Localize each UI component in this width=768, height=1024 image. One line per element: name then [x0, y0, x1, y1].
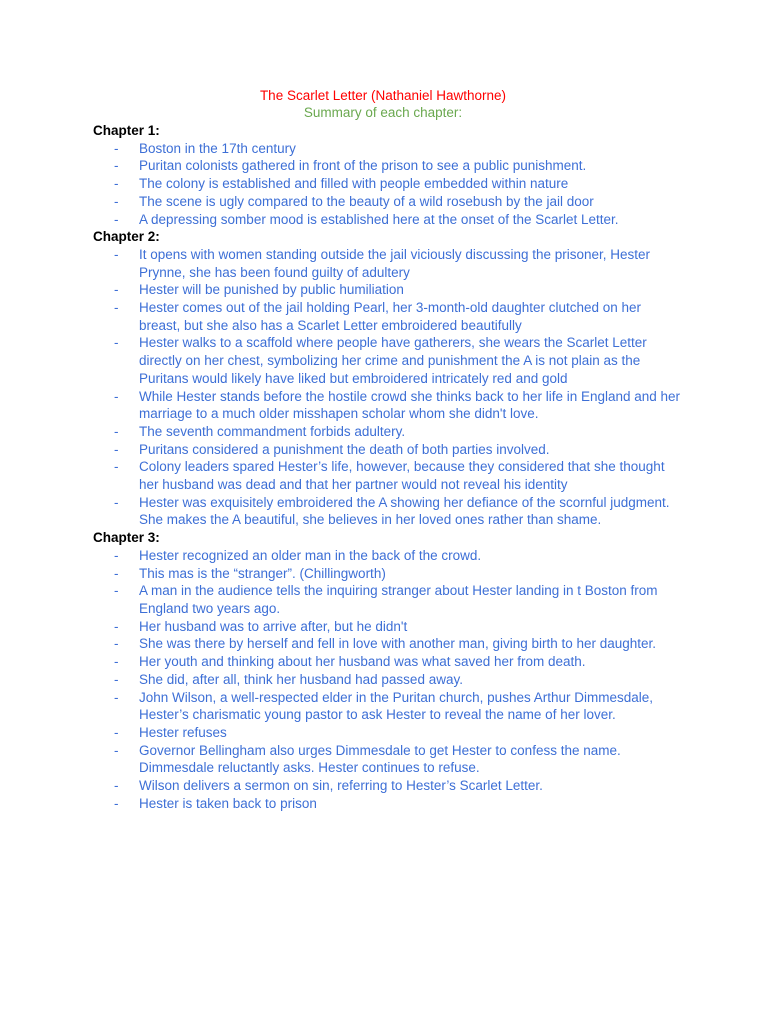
list-item-text: Hester was exquisitely embroidered the A showing her defiance of the scornful judgment. She makes the A beautiful, she believes in her loved ones rather than shame.: [139, 494, 670, 528]
list-item: [93, 388, 683, 423]
list-item-text: Puritans considered a punishment the death of both parties involved.: [139, 441, 550, 457]
list-item-text: The colony is established and filled with people embedded within nature: [139, 176, 569, 192]
bullet-marker: -: [114, 547, 119, 563]
chapter-heading: Chapter 3:: [93, 530, 160, 546]
chapter-section: [93, 529, 683, 812]
bullet-marker: -: [114, 300, 119, 316]
list-item: [93, 157, 683, 175]
bullet-marker: -: [114, 494, 119, 510]
bullet-marker: -: [114, 158, 119, 174]
list-item-text: The scene is ugly compared to the beauty of a wild rosebush by the jail door: [139, 193, 594, 209]
bullet-marker: -: [114, 742, 119, 758]
bullet-marker: -: [114, 565, 119, 581]
bullet-marker: -: [114, 618, 119, 634]
bullet-list: [93, 246, 683, 529]
bullet-marker: -: [114, 176, 119, 192]
list-item: [93, 689, 683, 724]
list-item-text: Boston in the 17th century: [139, 140, 296, 156]
list-item-text: A depressing somber mood is established here at the onset of the Scarlet Letter.: [139, 211, 619, 227]
chapter-summaries: [93, 122, 683, 812]
list-item: [93, 547, 683, 565]
chapter-heading: Chapter 1:: [93, 123, 160, 138]
list-item: [93, 777, 683, 795]
bullet-marker: -: [114, 778, 119, 794]
list-item-text: Governor Bellingham also urges Dimmesdale to get Hester to confess the name. Dimmesdale reluctantly asks. Hester continues to refuse.: [139, 742, 621, 776]
list-item: [93, 246, 683, 281]
list-item-text: Hester is taken back to prison: [139, 795, 317, 811]
bullet-marker: -: [114, 441, 119, 457]
bullet-marker: -: [114, 459, 119, 475]
bullet-list: [93, 140, 683, 229]
list-item: [93, 458, 683, 493]
list-item-text: John Wilson, a well-respected elder in the Puritan church, pushes Arthur Dimmesdale, Hester’s charismatic young pastor to ask Hester to reveal the name of her lover.: [139, 689, 653, 723]
chapter-section: [93, 228, 683, 529]
list-item: [93, 635, 683, 653]
chapter-heading: Chapter 2:: [93, 229, 160, 245]
bullet-marker: -: [114, 246, 119, 262]
list-item: [93, 334, 683, 387]
list-item-text: This mas is the “stranger”. (Chillingworth): [139, 565, 386, 581]
document-title: The Scarlet Letter (Nathaniel Hawthorne): [259, 88, 507, 103]
list-item-text: Hester recognized an older man in the back of the crowd.: [139, 547, 482, 563]
list-item-text: Hester walks to a scaffold where people have gatherers, she wears the Scarlet Letter directly on her chest, symbolizing her crime and punishment the A is not plain as the Puritans would likely have liked but embroidered intricately red and gold: [139, 335, 647, 386]
bullet-marker: -: [114, 388, 119, 404]
bullet-list: [93, 547, 683, 813]
list-item: [93, 795, 683, 813]
bullet-marker: -: [114, 636, 119, 652]
list-item: [93, 671, 683, 689]
list-item-text: Wilson delivers a sermon on sin, referring to Hester’s Scarlet Letter.: [139, 778, 543, 794]
bullet-marker: -: [114, 211, 119, 227]
chapter-section: [93, 122, 683, 228]
list-item: [93, 441, 683, 459]
list-item: [93, 582, 683, 617]
list-item: [93, 175, 683, 193]
list-item: [93, 423, 683, 441]
bullet-marker: -: [114, 193, 119, 209]
list-item: [93, 193, 683, 211]
document-subtitle: Summary of each chapter:: [303, 105, 463, 120]
list-item-text: It opens with women standing outside the jail viciously discussing the prisoner, Hester Prynne, she has been found guilty of adultery: [139, 246, 651, 280]
bullet-marker: -: [114, 335, 119, 351]
list-item-text: A man in the audience tells the inquiring stranger about Hester landing in t Boston from England two years ago.: [139, 583, 658, 616]
list-item: [93, 618, 683, 636]
bullet-marker: -: [114, 724, 119, 740]
list-item-text: While Hester stands before the hostile crowd she thinks back to her life in England and her marriage to a much older misshapen scholar whom she didn't love.: [139, 388, 681, 422]
list-item: [93, 724, 683, 742]
list-item: [93, 140, 683, 158]
bullet-marker: -: [114, 671, 119, 687]
list-item: [93, 565, 683, 583]
list-item-text: Puritan colonists gathered in front of the prison to see a public punishment.: [139, 158, 587, 174]
list-item-text: Her youth and thinking about her husband was what saved her from death.: [139, 654, 586, 670]
list-item: [93, 494, 683, 529]
list-item: [93, 742, 683, 777]
list-item: [93, 211, 683, 229]
list-item: [93, 281, 683, 299]
list-item-text: Her husband was to arrive after, but he didn't: [139, 618, 408, 634]
list-item-text: Colony leaders spared Hester’s life, however, because they considered that she thought her husband was dead and that her partner would not reveal his identity: [139, 459, 665, 493]
list-item-text: Hester will be punished by public humiliation: [139, 282, 404, 298]
bullet-marker: -: [114, 423, 119, 439]
list-item-text: Hester comes out of the jail holding Pearl, her 3-month-old daughter clutched on her breast, but she also has a Scarlet Letter embroidered beautifully: [139, 300, 642, 333]
list-item: [93, 299, 683, 334]
bullet-marker: -: [114, 282, 119, 298]
list-item-text: She did, after all, think her husband had passed away.: [139, 671, 463, 687]
bullet-marker: -: [114, 689, 119, 705]
bullet-marker: -: [114, 654, 119, 670]
bullet-marker: -: [114, 795, 119, 811]
bullet-marker: -: [114, 583, 119, 599]
list-item: [93, 653, 683, 671]
bullet-marker: -: [114, 140, 119, 156]
list-item-text: The seventh commandment forbids adultery.: [139, 423, 406, 439]
list-item-text: She was there by herself and fell in love with another man, giving birth to her daughter.: [139, 636, 657, 652]
list-item-text: Hester refuses: [139, 724, 227, 740]
